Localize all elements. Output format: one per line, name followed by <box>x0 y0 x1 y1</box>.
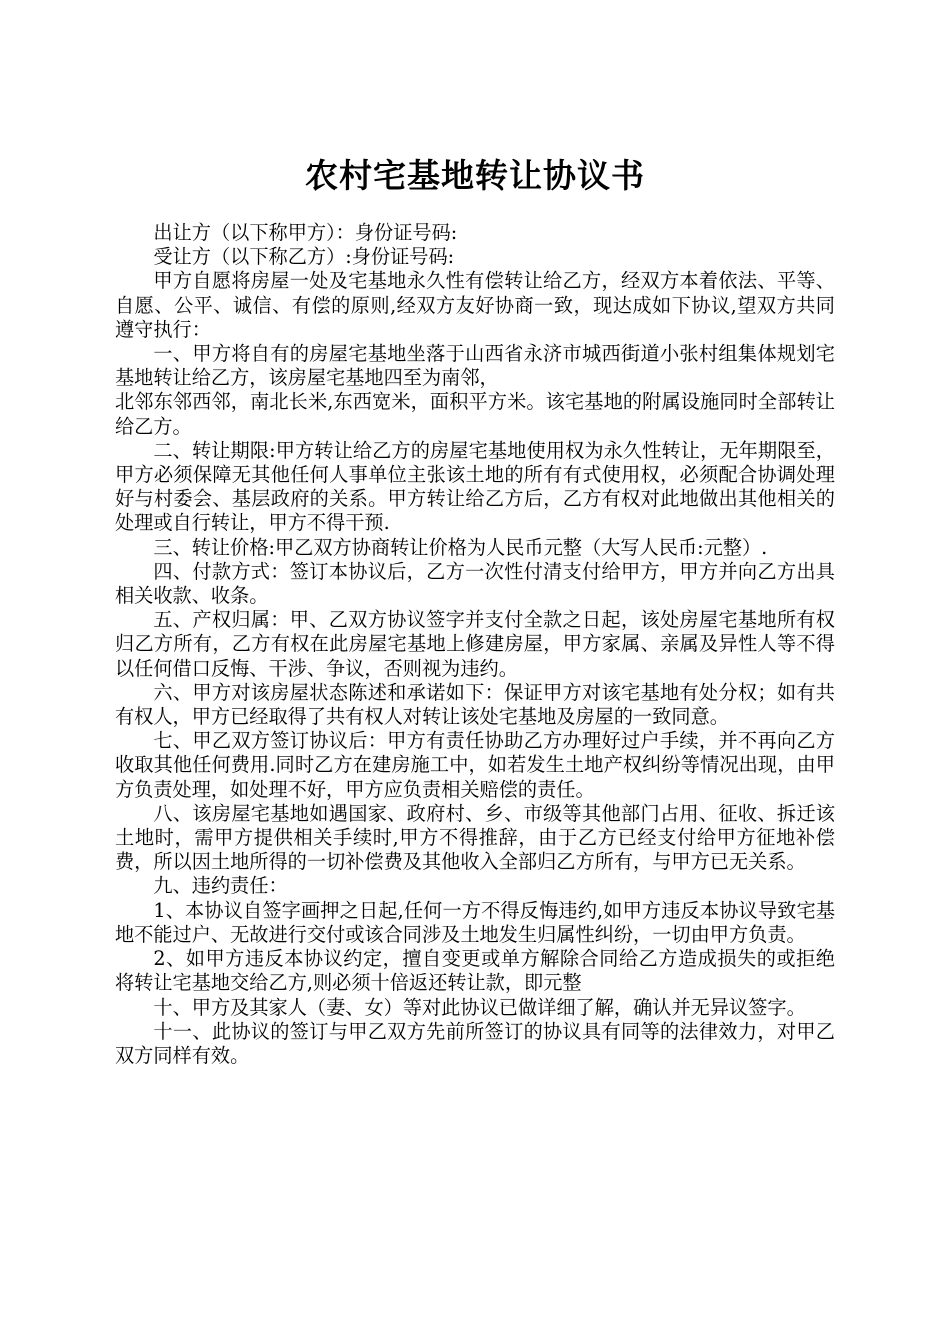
paragraph-clause-8: 八、该房屋宅基地如遇国家、政府村、乡、市级等其他部门占用、征收、拆迁该土地时，需甲方提供相关手续时,甲方不得推辞，由于乙方已经支付给甲方征地补偿费，所以因土地所得的一切补偿费及其他收入全部归乙方所有，与甲方已无关系。 <box>115 801 835 874</box>
paragraph-clause-11: 十一、此协议的签订与甲乙双方先前所签订的协议具有同等的法律效力，对甲乙双方同样有效。 <box>115 1019 835 1067</box>
document-title: 农村宅基地转让协议书 <box>305 156 645 195</box>
paragraph-clause-10: 十、甲方及其家人（妻、女）等对此协议已做详细了解，确认并无异议签字。 <box>153 995 806 1019</box>
paragraph-transferee: 受让方（以下称乙方）:身份证号码: <box>153 245 455 269</box>
paragraph-clause-4: 四、付款方式：签订本协议后，乙方一次性付清支付给甲方，甲方并向乙方出具相关收款、收条。 <box>115 559 835 608</box>
paragraph-preamble: 甲方自愿将房屋一处及宅基地永久性有偿转让给乙方，经双方本着依法、平等、自愿、公平、诚信、有偿的原则,经双方友好协商一致，现达成如下协议,望双方共同遵守执行： <box>115 269 835 341</box>
paragraph-clause-1: 一、甲方将自有的房屋宅基地坐落于山西省永济市城西街道小张村组集体规划宅基地转让给乙方，该房屋宅基地四至为南邻， <box>115 342 835 390</box>
paragraph-transferor: 出让方（以下称甲方）：身份证号码: <box>153 221 458 244</box>
paragraph-clause-1-continued: 北邻东邻西邻，南北长米,东西宽米，面积平方米。该宅基地的附属设施同时全部转让给乙方。 <box>115 390 835 438</box>
document-body <box>115 221 835 1068</box>
paragraph-clause-3: 三、转让价格:甲乙双方协商转让价格为人民币元整（大写人民币:元整）. <box>153 535 768 559</box>
paragraph-clause-5: 五、产权归属：甲、乙双方协议签字并支付全款之日起，该处房屋宅基地所有权归乙方所有，乙方有权在此房屋宅基地上修建房屋，甲方家属、亲属及异性人等不得以任何借口反悔、干涉、争议，否则视为违约。 <box>115 608 835 680</box>
paragraph-clause-9: 九、违约责任： <box>153 874 288 898</box>
paragraph-clause-2: 二、转让期限:甲方转让给乙方的房屋宅基地使用权为永久性转让，无年期限至，甲方必须保障无其他任何人事单位主张该土地的所有有式使用权，必须配合协调处理好与村委会、基层政府的关系。甲方转让给乙方后，乙方有权对此地做出其他相关的处理或自行转让，甲方不得干预. <box>115 438 835 535</box>
paragraph-clause-6: 六、甲方对该房屋状态陈述和承诺如下：保证甲方对该宅基地有处分权；如有共有权人，甲方已经取得了共有权人对转让该处宅基地及房屋的一致同意。 <box>115 680 835 729</box>
paragraph-clause-9-item-2: 2、如甲方违反本协议约定，擅自变更或单方解除合同给乙方造成损失的或拒绝将转让宅基地交给乙方,则必须十倍返还转让款，即元整 <box>115 947 835 995</box>
paragraph-clause-9-item-1: 1、本协议自签字画押之日起,任何一方不得反悔违约,如甲方违反本协议导致宅基地不能过户、无故进行交付或该合同涉及土地发生归属性纠纷，一切由甲方负责。 <box>115 898 835 946</box>
paragraph-clause-7: 七、甲乙双方签订协议后：甲方有责任协助乙方办理好过户手续，并不再向乙方收取其他任何费用.同时乙方在建房施工中，如若发生土地产权纠纷等情况出现，由甲方负责处理，如处理不好，甲方应负责相关赔偿的责任。 <box>115 729 835 801</box>
